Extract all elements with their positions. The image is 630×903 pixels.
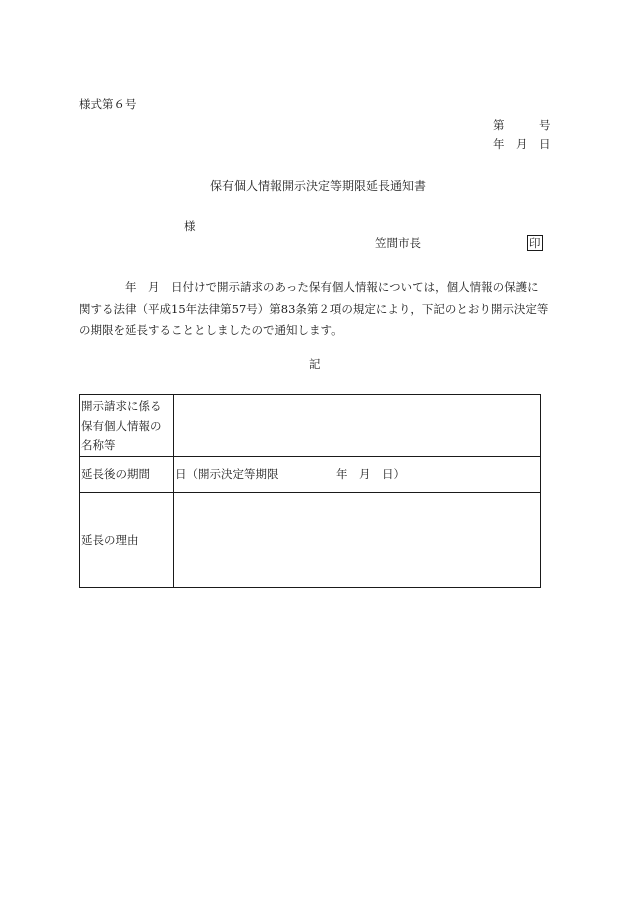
row-value-cell xyxy=(174,492,541,587)
seal-mark: 印 xyxy=(529,236,541,250)
sender-name: 笠間市長 xyxy=(375,236,421,250)
row-label-cell xyxy=(80,395,174,457)
row-label-line: 延長の理由 xyxy=(81,532,139,547)
ki-heading: 記 xyxy=(309,357,321,371)
row-label-line: 名称等 xyxy=(81,438,116,452)
row-value-cell xyxy=(174,395,541,457)
document-title: 保有個人情報開示決定等期限延長通知書 xyxy=(210,179,427,193)
notice-body xyxy=(79,277,554,342)
body-line: 関する法律（平成15年法律第57号）第83条第２項の規定により，下記のとおり開示決定等 xyxy=(79,301,549,316)
row-label-line: 延長後の期間 xyxy=(81,467,150,481)
table-row xyxy=(80,492,541,587)
table-row xyxy=(80,456,541,492)
row-label-cell xyxy=(80,492,174,587)
row-label-cell xyxy=(80,456,174,492)
body-line: 年 月 日付けで開示請求のあった保有個人情報については，個人情報の保護に xyxy=(79,280,539,294)
table-row xyxy=(80,395,541,457)
row-value-cell: 日（開示決定等期限 年 月 日） xyxy=(174,456,541,492)
document-number-line: 第 号 xyxy=(493,118,551,132)
document-date-line: 年 月 日 xyxy=(493,137,551,151)
row-label-line: 保有個人情報の xyxy=(81,418,162,433)
addressee-honorific: 様 xyxy=(184,219,196,233)
form-number: 様式第６号 xyxy=(79,97,137,111)
details-table xyxy=(79,394,541,588)
row-label-line: 開示請求に係る xyxy=(81,399,162,413)
body-line: の期限を延長することとしましたので通知します。 xyxy=(79,323,343,337)
